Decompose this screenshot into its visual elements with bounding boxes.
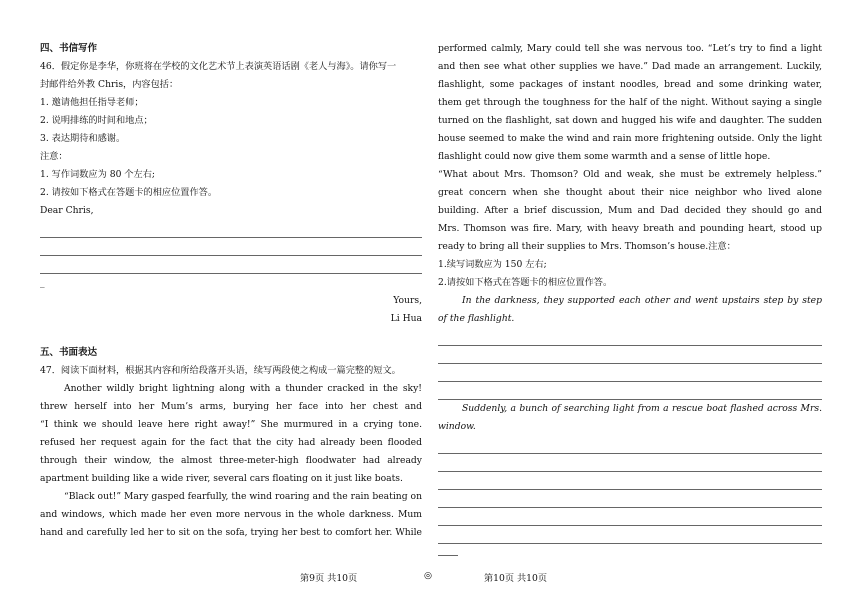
continuation-prompt-2-end: window. bbox=[438, 421, 476, 432]
answer-line bbox=[40, 220, 422, 238]
para4-line: great concern when she thought about their nice neighbor who lived alone bbox=[438, 187, 822, 198]
para1-line: Another wildly bright lightning along with a thunder cracked in the sky! bbox=[64, 383, 422, 394]
para1-line: threw herself into her Mum’s arms, burying her face into her chest and bbox=[40, 401, 422, 412]
answer-line bbox=[438, 490, 822, 508]
continuation-prompt-1-end: of the flashlight. bbox=[438, 313, 515, 324]
para3-line: and then see what other supplies we have.” Dad made an arrangement. Luckily, bbox=[438, 61, 822, 72]
para4-line: building. After a brief discussion, Mum and Dad decided they should go and bbox=[438, 205, 822, 216]
para2-line: hand and carefully led her to sit on the sofa, trying her best to comfort her. While bbox=[40, 527, 422, 538]
page-number-left: 第9页 共10页 bbox=[300, 573, 358, 584]
answer-line bbox=[40, 238, 422, 256]
section5-title: 五、书面表达 bbox=[40, 347, 98, 358]
letter-closing: Yours, bbox=[393, 295, 422, 306]
continuation-prompt-1: In the darkness, they supported each other and went upstairs step by step bbox=[462, 295, 822, 306]
note-2: 2. 请按如下格式在答题卡的相应位置作答。 bbox=[40, 187, 218, 198]
para1-line: “I think we should leave here right away!” She murmured in a crying tone. bbox=[40, 419, 422, 430]
note-2: 2.请按如下格式在答题卡的相应位置作答。 bbox=[438, 277, 613, 288]
answer-line bbox=[438, 328, 822, 346]
note-1: 1. 写作词数应为 80 个左右; bbox=[40, 169, 156, 180]
para3-line: performed calmly, Mary could tell she was nervous too. “Let’s try to find a light bbox=[438, 43, 822, 54]
para3-line: turned on the flashlight, sat down and hugged his wife and daughter. The sudden bbox=[438, 115, 822, 126]
answer-line bbox=[438, 454, 822, 472]
para2-line: and windows, which made her even more nervous in the whole darkness. Mum bbox=[40, 509, 422, 520]
section4-title: 四、书信写作 bbox=[40, 43, 98, 54]
page-symbol: ◎ bbox=[424, 570, 433, 581]
blank-mark: _ bbox=[40, 277, 45, 288]
letter-signature: Li Hua bbox=[390, 313, 422, 324]
letter-greeting: Dear Chris, bbox=[40, 205, 94, 216]
answer-line bbox=[438, 346, 822, 364]
q46-line1: 46．假定你是李华，你班将在学校的文化艺术节上表演英语话剧《老人与海》。请你写一 bbox=[40, 61, 397, 72]
q46-point3: 3. 表达期待和感谢。 bbox=[40, 133, 126, 144]
q46-line2: 封邮件给外教 Chris，内容包括： bbox=[40, 79, 179, 90]
para4-line: “What about Mrs. Thomson? Old and weak, she must be extremely helpless.” bbox=[438, 169, 822, 180]
para1-line: refused her request again for the fact that the city had already been flooded bbox=[40, 437, 422, 448]
answer-line bbox=[438, 364, 822, 382]
para3-line: house seemed to make the wind and rain more frightening outside. Only the light bbox=[438, 133, 822, 144]
answer-line-short bbox=[438, 544, 458, 556]
note-label: 注意： bbox=[40, 151, 68, 162]
answer-line bbox=[40, 256, 422, 274]
answer-line bbox=[438, 508, 822, 526]
right-column bbox=[438, 40, 822, 556]
para4-line: Mrs. Thomson was fire. Mary, with heavy breath and pounding heart, stood up bbox=[438, 223, 822, 234]
para3-line: them get through the toughness for the half of the night. Without saying a single bbox=[438, 97, 822, 108]
q47-instruction: 47．阅读下面材料，根据其内容和所给段落开头语，续写两段使之构成一篇完整的短文。 bbox=[40, 365, 401, 376]
note-1: 1.续写词数应为 150 左右; bbox=[438, 259, 547, 270]
answer-line bbox=[438, 526, 822, 544]
para1-line: through their window, the almost three-meter-high floodwater had already bbox=[40, 455, 422, 466]
answer-line bbox=[438, 472, 822, 490]
para3-line: flashlight could now give them some warmth and a sense of little hope. bbox=[438, 151, 771, 162]
answer-line bbox=[438, 382, 822, 400]
para3-line: flashlight, some packages of instant noodles, bread and some drinking water, bbox=[438, 79, 822, 90]
answer-line bbox=[438, 436, 822, 454]
q46-point1: 1. 邀请他担任指导老师； bbox=[40, 97, 144, 108]
para1-line: apartment building like a wide river, several cars floating on it just like boats. bbox=[40, 473, 403, 484]
para2-line: “Black out!” Mary gasped fearfully, the wind roaring and the rain beating on bbox=[64, 491, 422, 502]
q46-point2: 2. 说明排练的时间和地点； bbox=[40, 115, 153, 126]
para4-line: ready to bring all their supplies to Mrs. Thomson’s house.注意： bbox=[438, 241, 736, 252]
page-number-right: 第10页 共10页 bbox=[484, 573, 548, 584]
continuation-prompt-2: Suddenly, a bunch of searching light from a rescue boat flashed across Mrs. bbox=[462, 403, 822, 414]
left-column bbox=[40, 40, 422, 542]
